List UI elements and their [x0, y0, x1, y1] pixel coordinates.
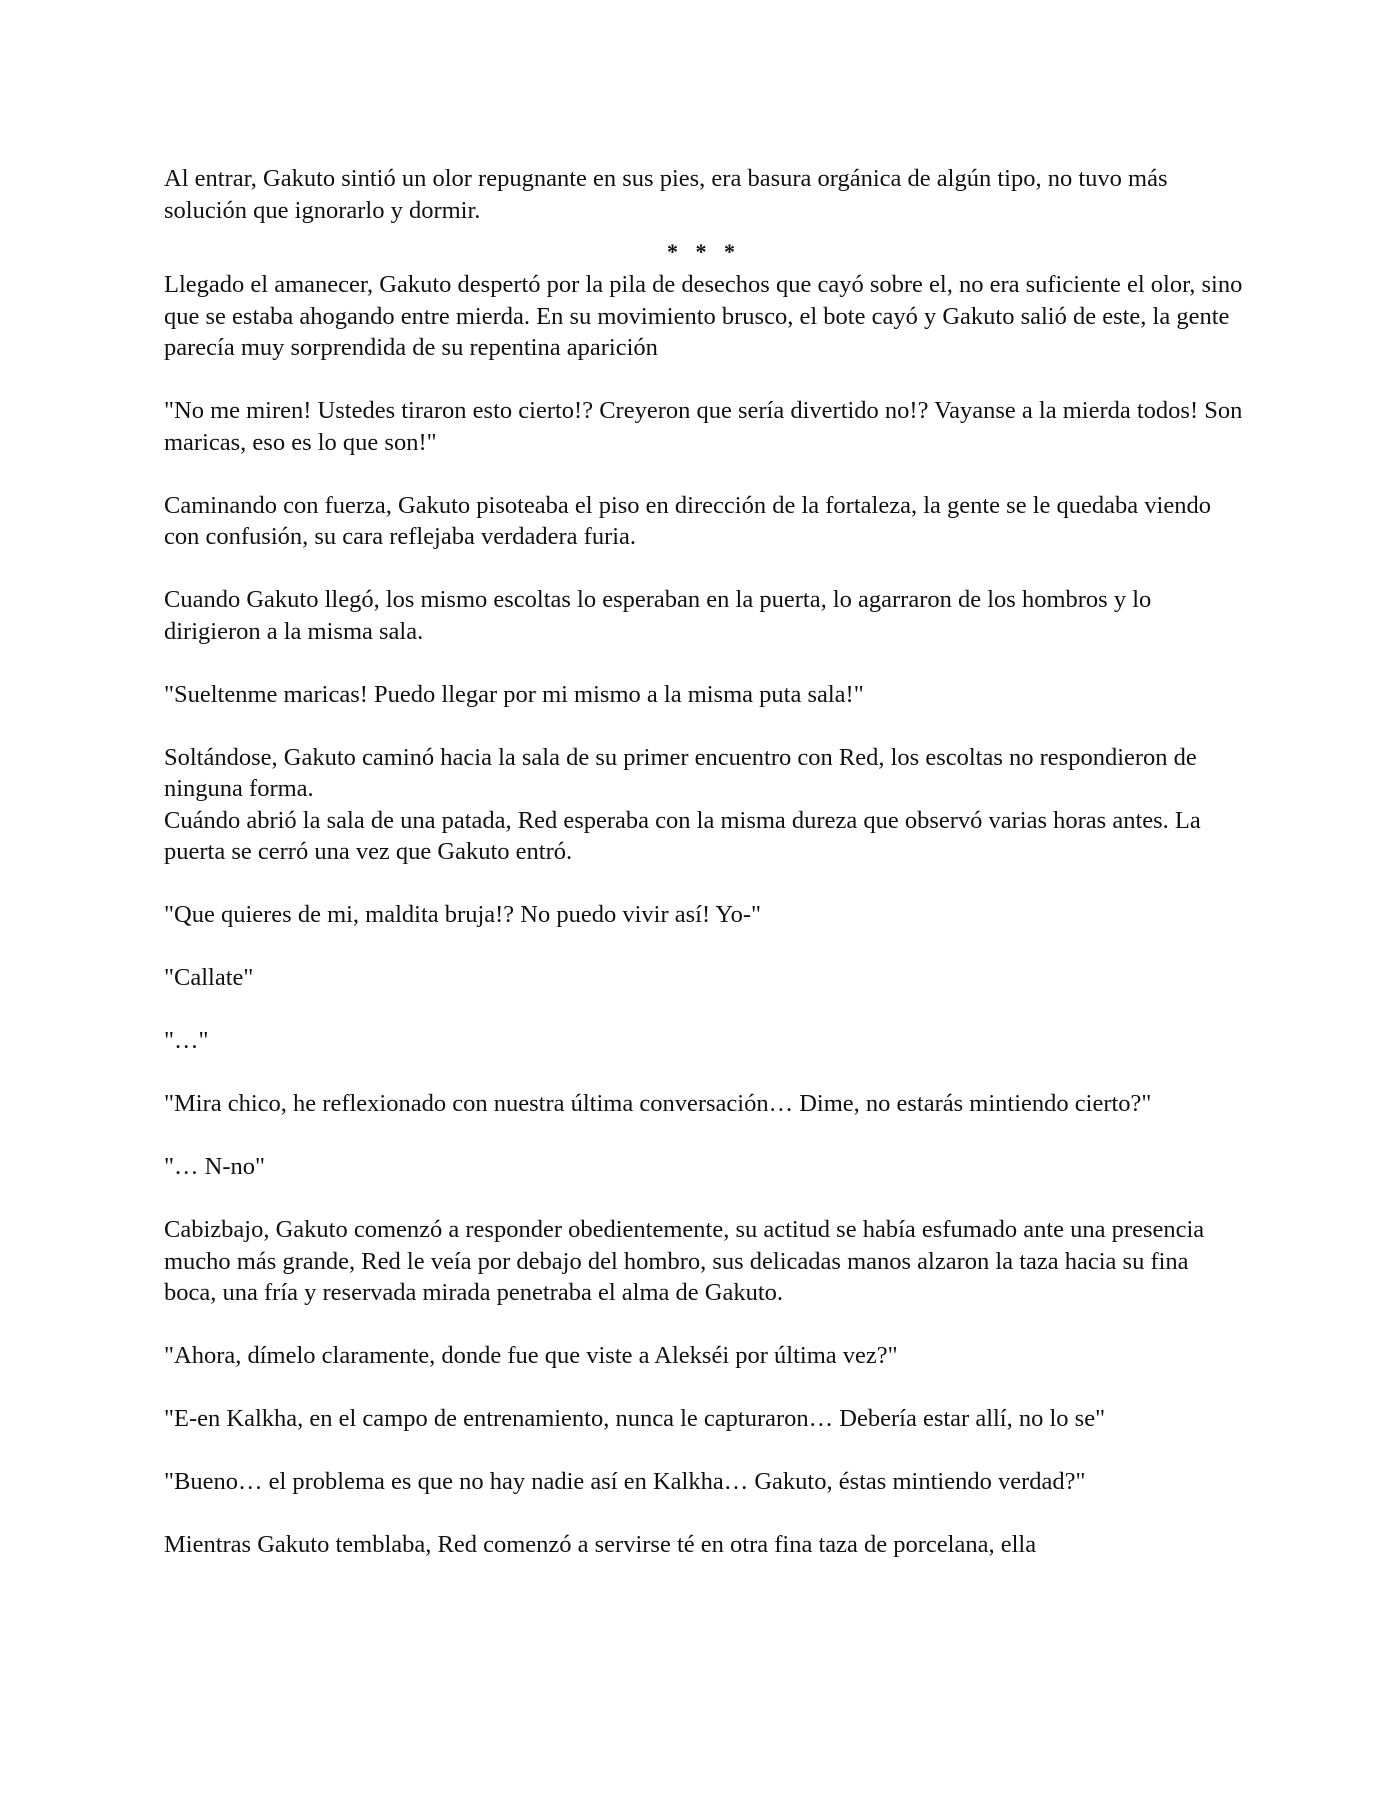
paragraph: Soltándose, Gakuto caminó hacia la sala de su primer encuentro con Red, los escoltas no respondieron de ninguna forma. — [164, 743, 1197, 802]
paragraph: Caminando con fuerza, Gakuto pisoteaba el piso en dirección de la fortaleza, la gente se le quedaba viendo con confusión, su cara reflejaba verdadera furia. — [164, 491, 1211, 550]
dialogue-paragraph: "Callate" — [164, 964, 254, 991]
paragraph: Cuando Gakuto llegó, los mismo escoltas lo esperaban en la puerta, lo agarraron de los hombros y lo dirigieron a la misma sala. — [164, 586, 1152, 645]
paragraph: Llegado el amanecer, Gakuto despertó por la pila de desechos que cayó sobre el, no era suficiente el olor, sino que se estaba ahogando entre mierda. En su movimiento brusco, el bote cayó y Gakuto salió de este, la gente parecía muy sorprendida de su repentina aparición — [164, 271, 1243, 361]
dialogue-paragraph: "No me miren! Ustedes tiraron esto cierto!? Creyeron que sería divertido no!? Vayanse a la mierda todos! Son maricas, eso es lo que son!" — [164, 397, 1243, 456]
paragraph: Mientras Gakuto temblaba, Red comenzó a servirse té en otra fina taza de porcelana, ella — [164, 1531, 1037, 1558]
dialogue-paragraph: "Sueltenme maricas! Puedo llegar por mi mismo a la misma puta sala!" — [164, 680, 864, 708]
document-body — [164, 163, 1244, 1592]
paragraph: Cuándo abrió la sala de una patada, Red esperaba con la misma dureza que observó varias horas antes. La puerta se cerró una vez que Gakuto entró. — [164, 806, 1201, 865]
paragraph: Al entrar, Gakuto sintió un olor repugnante en sus pies, era basura orgánica de algún tipo, no tuvo más solución que ignorarlo y dormir. — [164, 165, 1168, 224]
dialogue-paragraph: "Mira chico, he reflexionado con nuestra última conversación… Dime, no estarás mintiendo cierto?" — [164, 1090, 1152, 1117]
section-separator: * * * — [667, 238, 741, 264]
dialogue-paragraph: "Que quieres de mi, maldita bruja!? No puedo vivir así! Yo-" — [164, 901, 761, 928]
dialogue-paragraph: "Bueno… el problema es que no hay nadie así en Kalkha… Gakuto, éstas mintiendo verdad?" — [164, 1468, 1086, 1495]
dialogue-paragraph: "… N-no" — [164, 1153, 265, 1180]
dialogue-paragraph: "Ahora, dímelo claramente, donde fue que viste a Alekséi por última vez?" — [164, 1342, 898, 1369]
paragraph: Cabizbajo, Gakuto comenzó a responder obedientemente, su actitud se había esfumado ante una presencia mucho más grande, Red le veía por debajo del hombro, sus delicadas manos alzaron la taza hacia su fina boca, una fría y reservada mirada penetraba el alma de Gakuto. — [164, 1216, 1205, 1306]
dialogue-paragraph: "E-en Kalkha, en el campo de entrenamiento, nunca le capturaron… Debería estar allí, no lo se" — [164, 1405, 1106, 1432]
dialogue-paragraph: "…" — [164, 1027, 209, 1054]
